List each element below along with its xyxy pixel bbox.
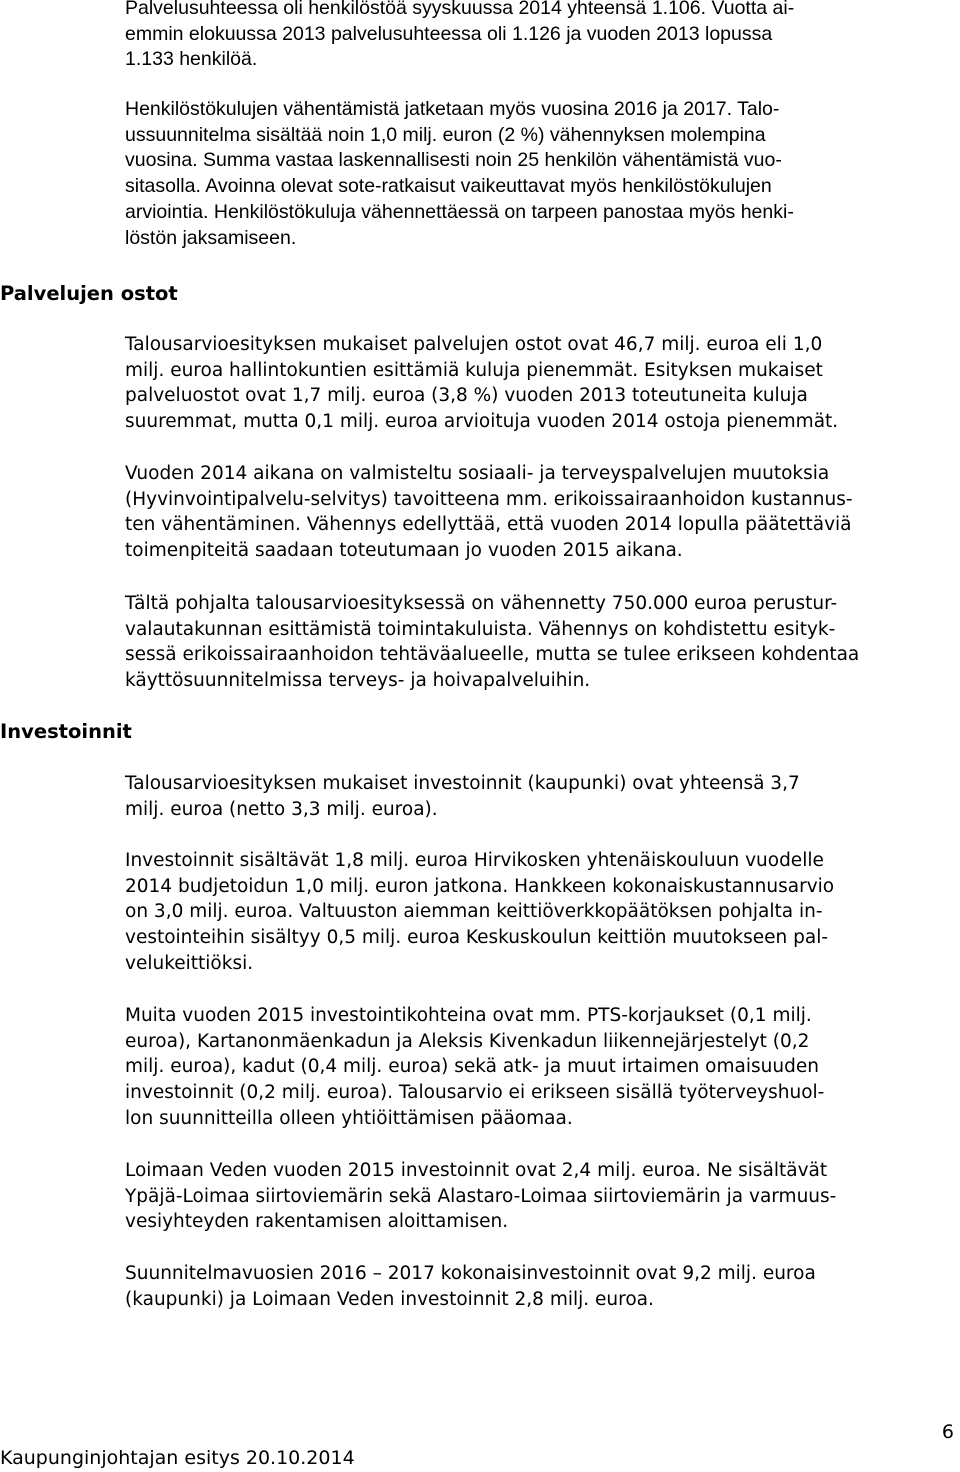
- services-purchases-heading: Palvelujen ostot: [0, 282, 178, 305]
- services-paragraph-1: Talousarvioesityksen mukaiset palvelujen ostot ovat 46,7 milj. euroa eli 1,0 milj. euroa hallintokuntien esittämiä kuluja pienemmät. Esityksen mukaiset palveluostot ovat 1,7 milj. euroa (3,8 %) vuoden 2013 toteutuneita kuluja suuremmat, mutta 0,1 milj. euroa arvioituja vuoden 2014 ostoja pienemmät.: [125, 334, 839, 433]
- investments-paragraph-2: Investoinnit sisältävät 1,8 milj. euroa Hirvikosken yhtenäiskouluun vuodelle 2014 budjetoidun 1,0 milj. euron jatkona. Hankkeen kokonaiskustannusarvio on 3,0 milj. euroa. Valtuuston aiemman keittiöverkkopäätöksen pohjalta in- vestointeihin sisältyy 0,5 milj. euroa Keskuskoulun keittiön muutokseen pal- velukeittiöksi.: [125, 850, 835, 974]
- intro-paragraph: Palvelusuhteessa oli henkilöstöä syyskuussa 2014 yhteensä 1.106. Vuotta ai- emmin elokuussa 2013 palvelusuhteessa oli 1.126 ja vuoden 2013 lopussa 1.133 henkilöä.: [125, 0, 795, 71]
- services-paragraph-2: Vuoden 2014 aikana on valmisteltu sosiaali- ja terveyspalvelujen muutoksia (Hyvinvointipalvelu-selvitys) tavoitteena mm. erikoissairaanhoidon kustannus- ten vähentäminen. Vähennys edellyttää, että vuoden 2014 lopulla päätettäviä toimenpiteitä saadaan toteutumaan jo vuoden 2015 aikana.: [125, 463, 853, 562]
- investments-paragraph-4: Loimaan Veden vuoden 2015 investoinnit ovat 2,4 milj. euroa. Ne sisältävät Ypäjä-Loimaa siirtoviemärin sekä Alastaro-Loimaa siirtoviemärin ja varmuus- vesiyhteyden rakentamisen aloittamisen.: [125, 1160, 837, 1233]
- investments-paragraph-5: Suunnitelmavuosien 2016 – 2017 kokonaisinvestoinnit ovat 9,2 milj. euroa (kaupunki) ja Loimaan Veden investoinnit 2,8 milj. euroa.: [125, 1263, 816, 1310]
- staff-costs-paragraph: Henkilöstökulujen vähentämistä jatketaan myös vuosina 2016 ja 2017. Talo- ussuunnitelma sisältää noin 1,0 milj. euron (2 %) vähennyksen molempina vuosina. Summa vastaa laskennallisesti noin 25 henkilön vähentämistä vuo- sitasolla. Avoinna olevat sote-ratkaisut vaikeuttavat myös henkilöstökulujen arviointia. Henkilöstökuluja vähennettäessä on tarpeen panostaa myös henki- löstön jaksamiseen.: [125, 98, 794, 249]
- footer-text: Kaupunginjohtajan esitys 20.10.2014: [0, 1447, 355, 1469]
- services-paragraph-3: Tältä pohjalta talousarvioesityksessä on vähennetty 750.000 euroa perustur- valautakunnan esittämistä toimintakuluista. Vähennys on kohdistettu esityk- sessä erikoissairaanhoidon tehtäväalueelle, mutta se tulee erikseen kohdentaa käyttösuunnitelmissa terveys- ja hoivapalveluihin.: [125, 593, 860, 692]
- investments-paragraph-3: Muita vuoden 2015 investointikohteina ovat mm. PTS-korjaukset (0,1 milj. euroa), Kartanonmäenkadun ja Aleksis Kivenkadun liikennejärjestelyt (0,2 milj. euroa), kadut (0,4 milj. euroa) sekä atk- ja muut irtaimen omaisuuden investoinnit (0,2 milj. euroa). Talousarvio ei erikseen sisällä työterveyshuol- lon suunnitteilla olleen yhtiöittämisen pääomaa.: [125, 1005, 825, 1129]
- investments-paragraph-1: Talousarvioesityksen mukaiset investoinnit (kaupunki) ovat yhteensä 3,7 milj. euroa (netto 3,3 milj. euroa).: [125, 773, 800, 820]
- investments-heading: Investoinnit: [0, 720, 132, 743]
- page-number: 6: [941, 1421, 954, 1443]
